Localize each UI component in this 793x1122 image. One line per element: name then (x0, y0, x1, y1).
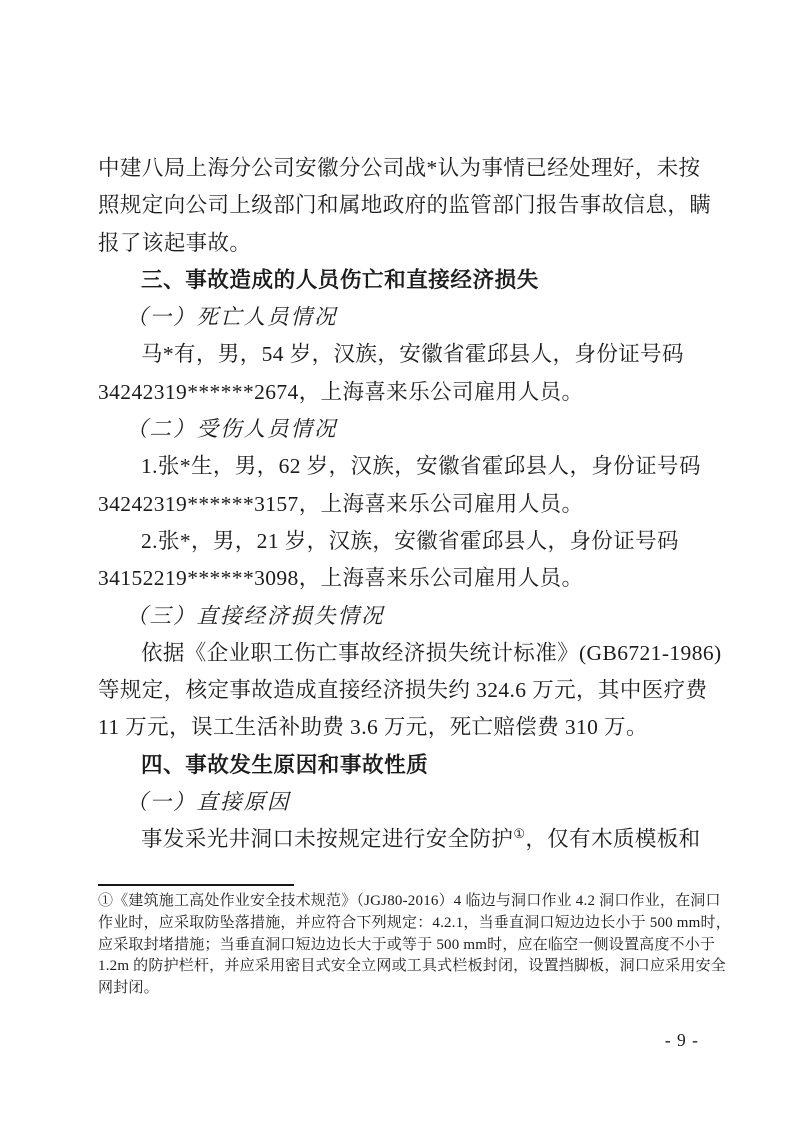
body-line: 等规定，核定事故造成直接经济损失约 324.6 万元，其中医疗费 (98, 678, 708, 703)
footnote-line: 应采取封堵措施；当垂直洞口短边边长大于或等于 500 mm时，应在临空一侧设置高度不小于 (98, 936, 716, 953)
section-heading-casualties: 三、事故造成的人员伤亡和直接经济损失 (141, 267, 539, 292)
footnote-line: 网封闭。 (98, 980, 159, 997)
document-body (98, 150, 720, 859)
subsection-heading-economic: （三）直接经济损失情况 (126, 603, 385, 628)
footnote-line: 1.2m 的防护栏杆，并应采用密目式安全立网或工具式栏板封闭，设置挡脚板，洞口应采用安全 (98, 958, 726, 975)
footnote-line: ①《建筑施工高处作业安全技术规范》（JGJ80-2016）4 临边与洞口作业 4.2 洞口作业，在洞口 (98, 893, 721, 909)
body-line: 中建八局上海分公司安徽分公司战*认为事情已经处理好，未按 (98, 156, 701, 180)
body-line: 34152219******3098，上海喜来乐公司雇用人员。 (98, 566, 584, 591)
footnote-line: 作业时，应采取防坠落措施，并应符合下列规定：4.2.1，当垂直洞口短边边长小于 500 mm时， (98, 914, 731, 931)
footnote-reference-mark: ① (513, 826, 526, 842)
section-heading-cause: 四、事故发生原因和事故性质 (141, 752, 429, 777)
body-line: 依据《企业职工伤亡事故经济损失统计标准》(GB6721-1986) (141, 640, 722, 665)
subsection-heading-injured: （二）受伤人员情况 (126, 417, 338, 442)
footnote-separator-rule (98, 884, 294, 886)
body-line: 11 万元，误工生活补助费 3.6 万元，死亡赔偿费 310 万。 (98, 715, 648, 740)
body-line: 照规定向公司上级部门和属地政府的监管部门报告事故信息，瞒 (98, 193, 712, 218)
page-number: - 9 - (664, 1030, 699, 1050)
body-line: 报了该起事故。 (98, 230, 252, 255)
subsection-heading-death: （一）死亡人员情况 (126, 305, 338, 330)
body-line (98, 821, 720, 858)
body-line: 1.张*生，男，62 岁，汉族，安徽省霍邱县人，身份证号码 (141, 454, 701, 479)
body-line: 2.张*，男，21 岁，汉族，安徽省霍邱县人，身份证号码 (141, 528, 679, 553)
footnote-area (98, 884, 731, 1000)
body-line: 34242319******2674，上海喜来乐公司雇用人员。 (98, 379, 584, 404)
body-text-segment: ，仅有木质模板和 (525, 827, 701, 852)
body-text-segment: 事发采光井洞口未按规定进行安全防护 (141, 827, 514, 852)
body-line: 马*有，男，54 岁，汉族，安徽省霍邱县人，身份证号码 (141, 342, 684, 367)
body-line: 34242319******3157，上海喜来乐公司雇用人员。 (98, 491, 584, 516)
subsection-heading-direct-cause: （一）直接原因 (126, 790, 291, 815)
